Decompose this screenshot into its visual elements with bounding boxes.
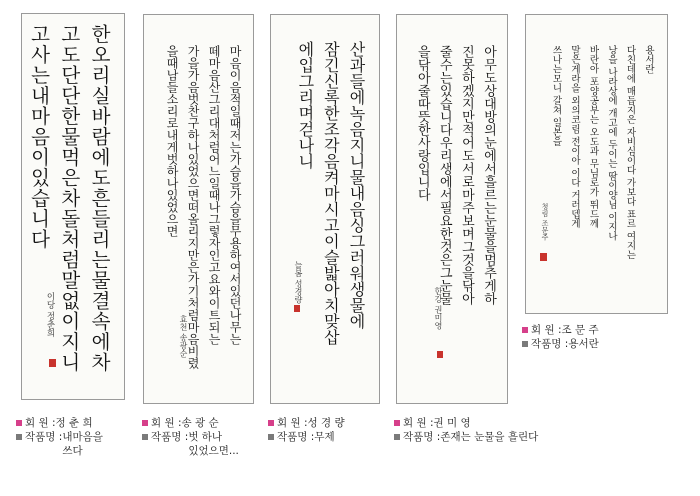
bullet-icon — [142, 434, 148, 440]
artist-seal — [540, 253, 547, 261]
bullet-icon — [268, 420, 274, 426]
bullet-icon — [16, 434, 22, 440]
artwork-caption — [522, 323, 692, 351]
member-label: 회 원 : — [403, 417, 434, 429]
artist-signature: 한강 권미영 — [434, 287, 443, 330]
title-label: 작품명 : — [25, 431, 63, 443]
artwork-title: 무제 — [314, 431, 335, 443]
bullet-icon — [16, 420, 22, 426]
member-name: 권 미 영 — [433, 417, 471, 429]
title-label: 작품명 : — [403, 431, 441, 443]
bullet-icon — [394, 420, 400, 426]
calligraphy-text: 산과들에녹음지니물내음싱그러워생물에 잠긴신록한조각음켜마시고이슬밟아치맞삽 에입그리며걷나니 — [295, 41, 366, 345]
member-name: 송 광 순 — [181, 417, 219, 429]
artwork-caption — [268, 416, 392, 444]
bullet-icon — [394, 434, 400, 440]
calligraphy-text: 아무도상대방의눈에서흘르는눈물을멈추게하 진못하겠지만적어도서로마주보며그것을닦아 줄수는있습니다우리생에서필요한것은그눈물 을닦아줄따뜻한사랑입니다 — [414, 45, 496, 305]
artwork-caption — [16, 416, 138, 458]
artwork-title: 내마음을 쓰다 — [62, 431, 103, 457]
member-name: 성 경 량 — [307, 417, 345, 429]
artist-signature: 청림 조문주 — [541, 203, 549, 241]
bullet-icon — [142, 420, 148, 426]
title-label: 작품명 : — [151, 431, 189, 443]
artwork-title: 존재는 눈물을 흘린다 — [440, 431, 539, 443]
artist-signature: 이당 정춘희 — [45, 292, 55, 338]
artist-signature: 늘봄 성경량 — [294, 261, 303, 304]
artist-seal — [437, 351, 443, 358]
artist-seal — [49, 359, 56, 367]
title-label: 작품명 : — [277, 431, 315, 443]
artwork-caption — [394, 416, 594, 444]
member-label: 회 원 : — [25, 417, 56, 429]
member-name: 조 문 주 — [561, 324, 599, 336]
artwork-caption — [142, 416, 266, 458]
bullet-icon — [522, 341, 528, 347]
calligraphy-text: 용서란 다친데에 매듭지은 자비심이다 가보다 표르 여지는 낭을 나라상에 개고에 두이는 땀이양님 이지나 바란아 포양공부는 오도과 무님로가 뛰드께 말은게라을 외의코림 전이아 이다 거러뎁게 쓰나는모니 갈쳐 일본을 — [550, 45, 654, 260]
artwork-title: 용서란 — [568, 338, 599, 350]
calligraphy-text: 마음이음적일때저는가슴을가슴을무용하여서있던나무는 떼마음산그리대처럼어느일때나그렇자인고요와이트되는 가을가음벗찬구하나있었으면떠올리지만은가기처럼마음비렸 을때남들소리로내게벗하나있었으면 — [165, 45, 242, 369]
artwork-panel — [525, 14, 668, 314]
bullet-icon — [522, 327, 528, 333]
artwork-title: 벗 하나 있었으면... — [188, 431, 239, 457]
artwork-panel — [270, 14, 380, 404]
artist-seal — [294, 305, 300, 312]
artwork-panel — [21, 13, 125, 400]
artist-signature: 효천 송광순 — [179, 315, 188, 358]
calligraphy-text: 한오리실바람에도흔들리는물결속에차 고도단단한물먹은차돌처럼말없이지니 고사는내마음이있습니다 — [27, 24, 111, 373]
artwork-panel — [396, 14, 508, 404]
bullet-icon — [268, 434, 274, 440]
member-label: 회 원 : — [531, 324, 562, 336]
member-name: 정 춘 희 — [55, 417, 93, 429]
title-label: 작품명 : — [531, 338, 569, 350]
artwork-panel — [143, 14, 254, 404]
member-label: 회 원 : — [277, 417, 308, 429]
member-label: 회 원 : — [151, 417, 182, 429]
